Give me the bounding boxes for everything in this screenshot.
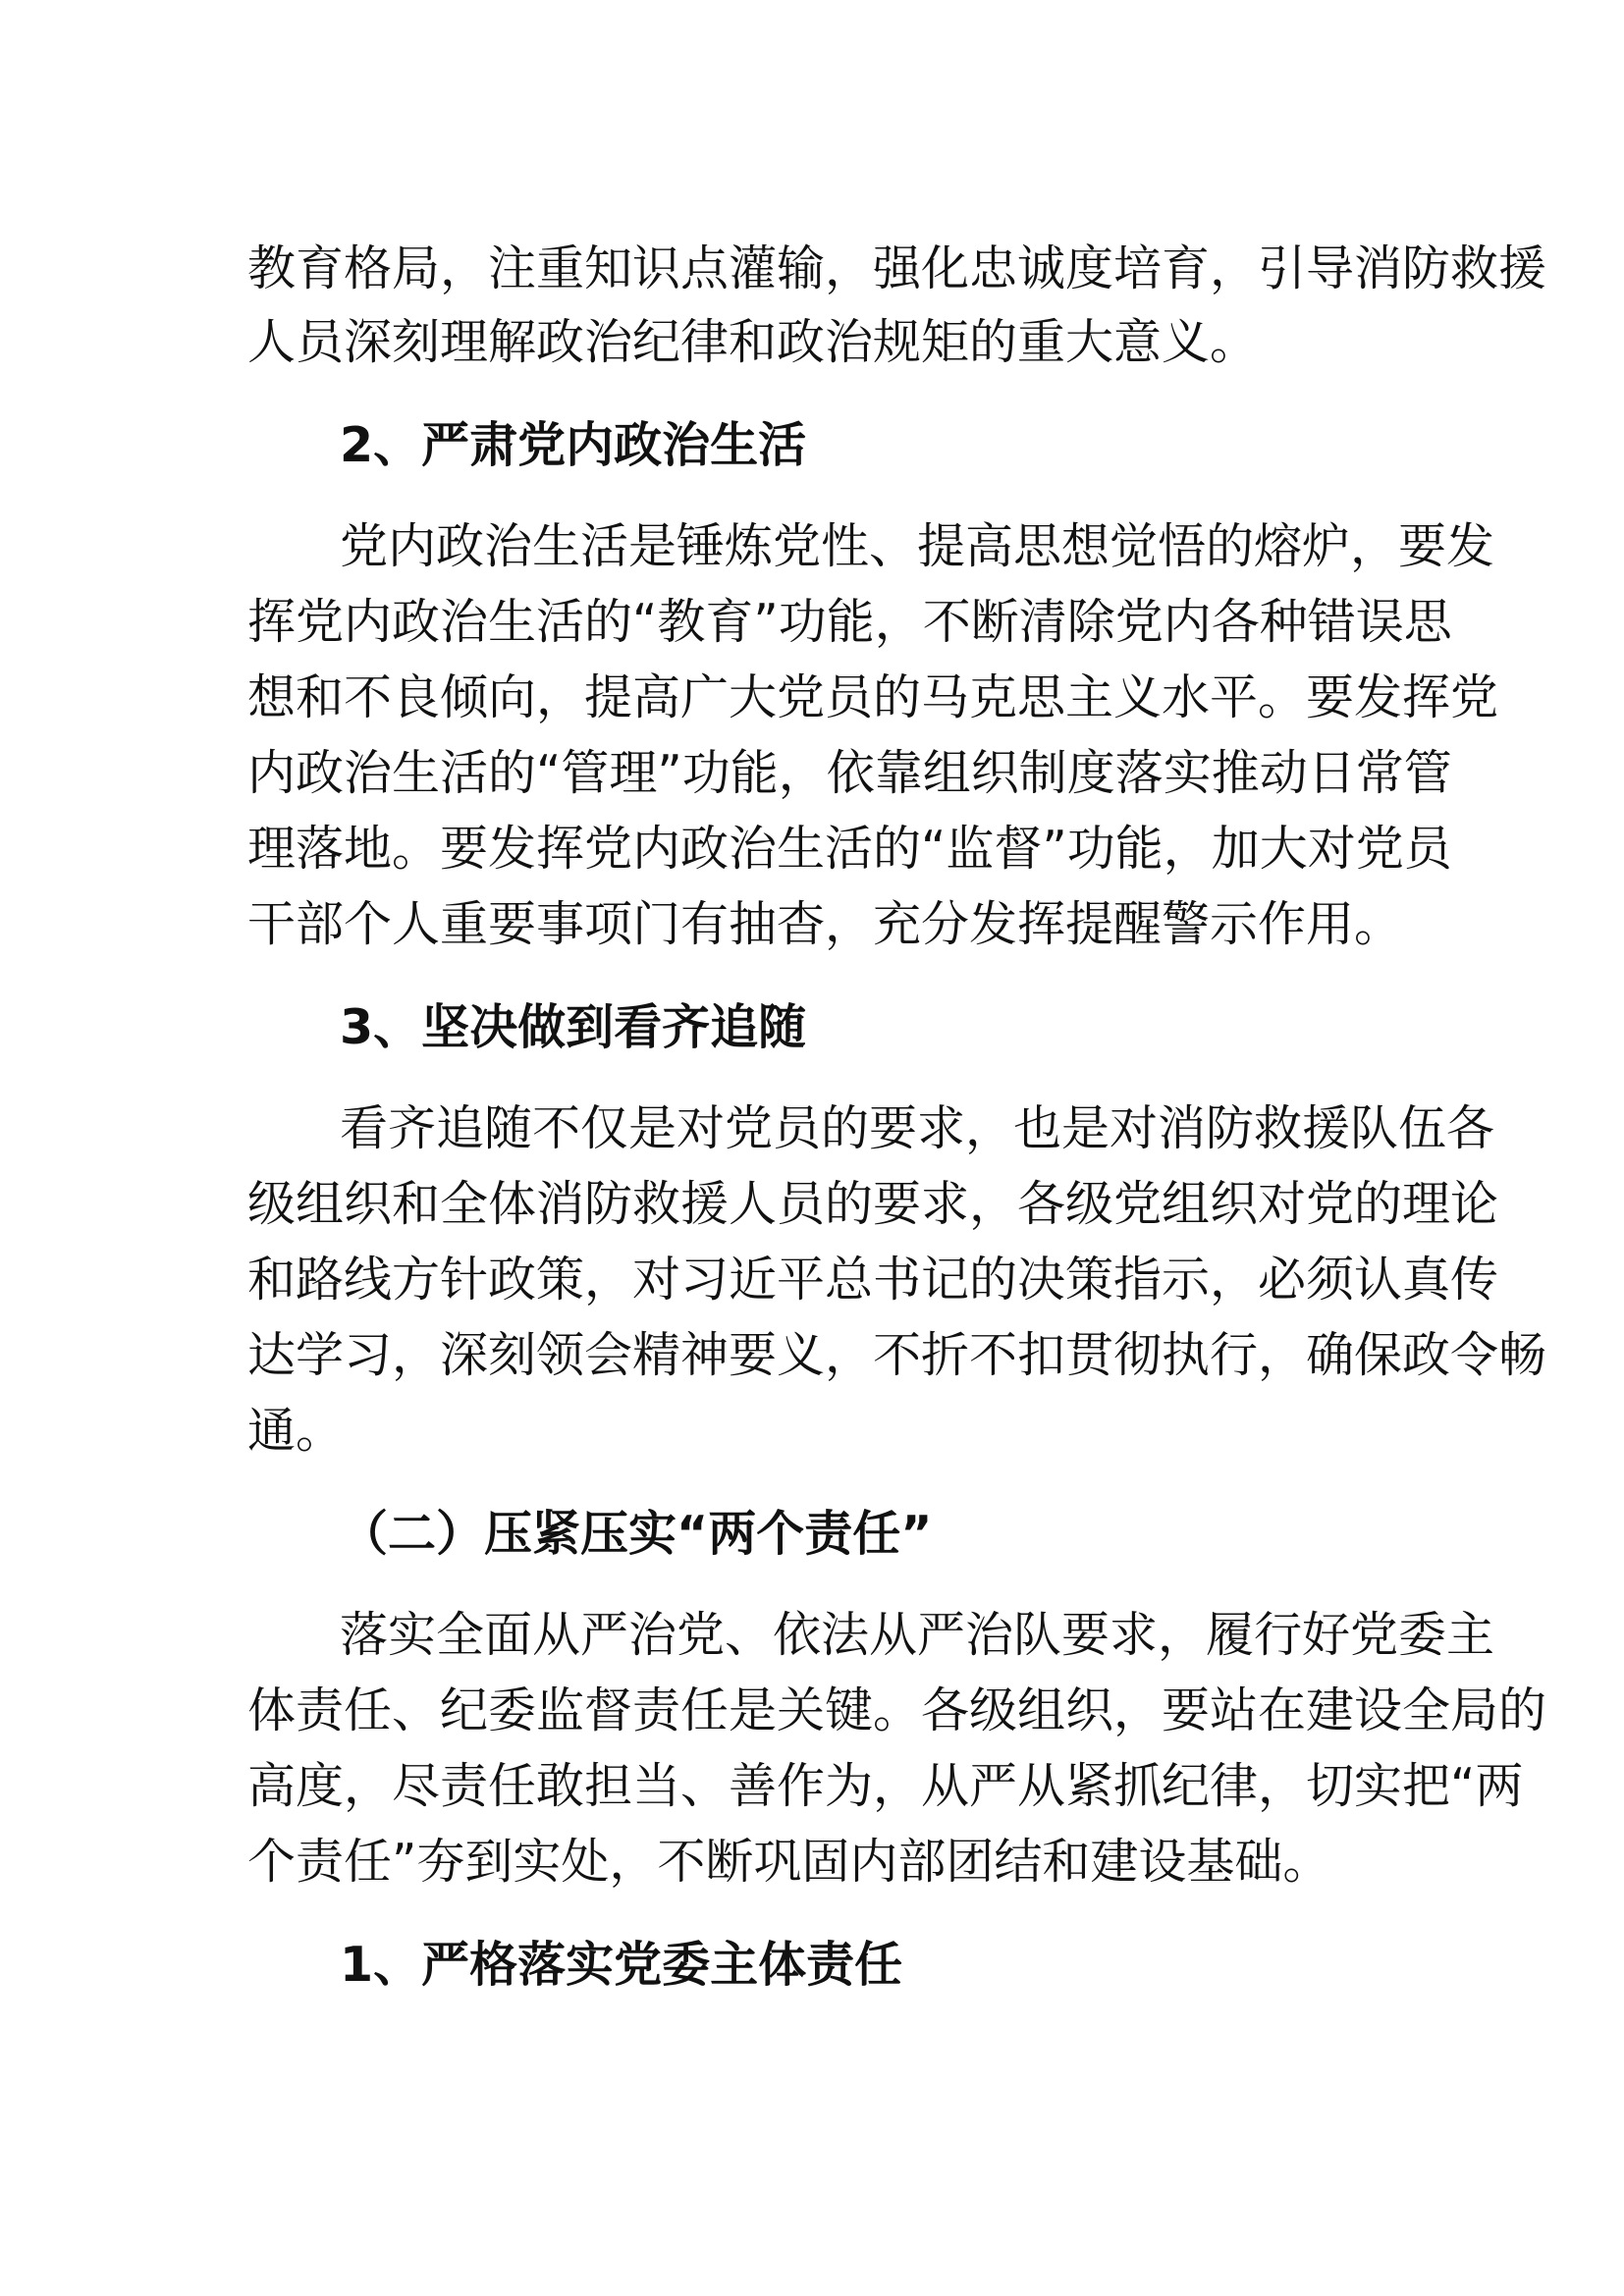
paragraph-line: 体责任、纪委监督责任是关键。各级组织，要站在建设全局的 [247,1682,1547,1738]
paragraph-line: 落实全面从严治党、依法从严治队要求，履行好党委主 [340,1607,1495,1663]
paragraph-line: 看齐追随不仅是对党员的要求，也是对消防救援队伍各 [340,1100,1495,1156]
sub-heading: 1、严格落实党委主体责任 [340,1937,903,1993]
sub-heading: 2、严肃党内政治生活 [340,417,807,473]
paragraph-line: 个责任”夯到实处，不断巩固内部团结和建设基础。 [247,1834,1331,1890]
paragraph-line: 级组织和全体消防救援人员的要求，各级党组织对党的理论 [247,1176,1499,1232]
sub-heading: 3、坚决做到看齐追随 [340,999,807,1055]
paragraph-line: 达学习，深刻领会精神要义，不折不扣贯彻执行，确保政令畅 [247,1327,1547,1383]
paragraph-line: 挥党内政治生活的“教育”功能，不断清除党内各种错误思 [247,594,1452,650]
section-heading: （二）压紧压实“两个责任” [340,1506,933,1562]
paragraph-line: 干部个人重要事项门有抽杳，充分发挥提醒警示作用。 [247,896,1403,952]
paragraph-line: 想和不良倾向，提高广大党员的马克思主义水平。要发挥党 [247,669,1499,725]
paragraph-line: 内政治生活的“管理”功能，依靠组织制度落实推动日常管 [247,745,1452,801]
paragraph-line: 教育格局，注重知识点灌输，强化忠诚度培育，引导消防救援 [247,240,1547,296]
paragraph-line: 通。 [247,1403,345,1459]
paragraph-line: 理落地。要发挥党内政治生活的“监督”功能，加大对党员 [247,821,1452,877]
paragraph-line: 人员深刻理解政治纪律和政治规矩的重大意义。 [247,314,1259,370]
paragraph-line: 和路线方针政策，对习近平总书记的决策指示，必须认真传 [247,1252,1499,1308]
paragraph-line: 党内政治生活是锤炼党性、提高思想觉悟的熔炉，要发 [340,518,1495,574]
paragraph-line: 高度，尽责任敢担当、善作为，从严从紧抓纪律，切实把“两 [247,1758,1524,1814]
